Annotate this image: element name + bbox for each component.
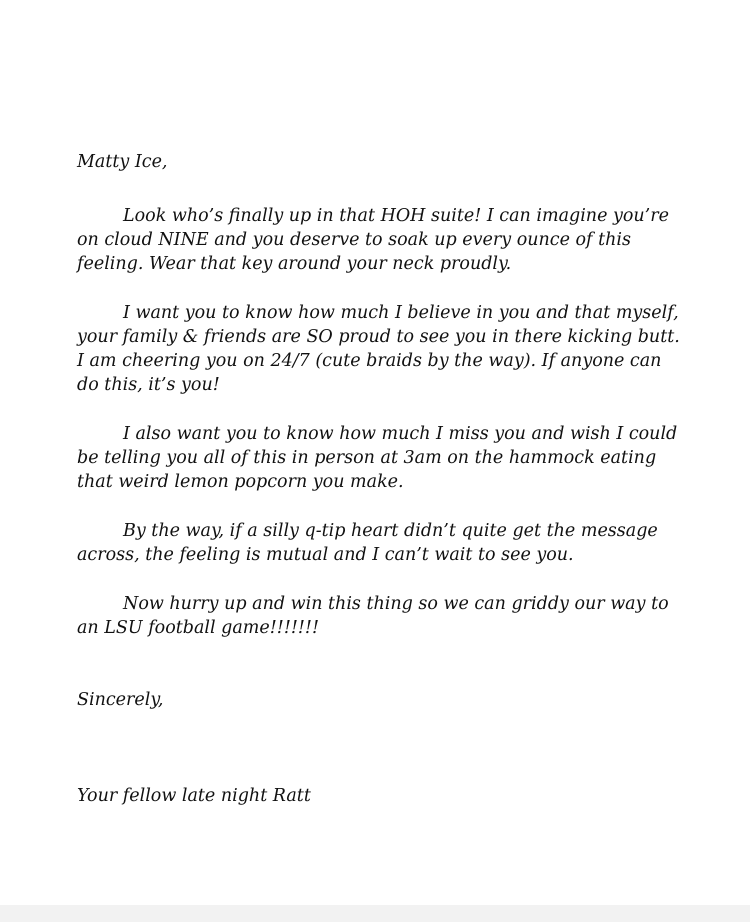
letter-paragraph-4: By the way, if a silly q-tip heart didn’t quite get the message across, the feeling is mutual and I can’t wait to see you. (77, 521, 658, 565)
letter-salutation: Matty Ice, (77, 152, 168, 172)
letter-body (77, 150, 687, 808)
page-bottom-edge (0, 905, 750, 922)
letter-paragraph-3: I also want you to know how much I miss you and wish I could be telling you all of this in person at 3am on the hammock eating that weird lemon popcorn you make. (77, 424, 678, 492)
letter-paragraph-2: I want you to know how much I believe in you and that myself, your family & friends are SO proud to see you in there kicking butt. I am cheering you on 24/7 (cute braids by the way). If anyone can do this, it’s you! (77, 303, 680, 395)
letter-closing: Sincerely, (77, 690, 164, 710)
letter-paragraph-5: Now hurry up and win this thing so we can griddy our way to an LSU football game!!!!!!! (77, 594, 669, 638)
letter-signature: Your fellow late night Ratt (77, 786, 311, 806)
letter-paragraph-1: Look who’s finally up in that HOH suite! I can imagine you’re on cloud NINE and you deserve to soak up every ounce of this feeling. Wear that key around your neck proudly. (77, 206, 669, 274)
